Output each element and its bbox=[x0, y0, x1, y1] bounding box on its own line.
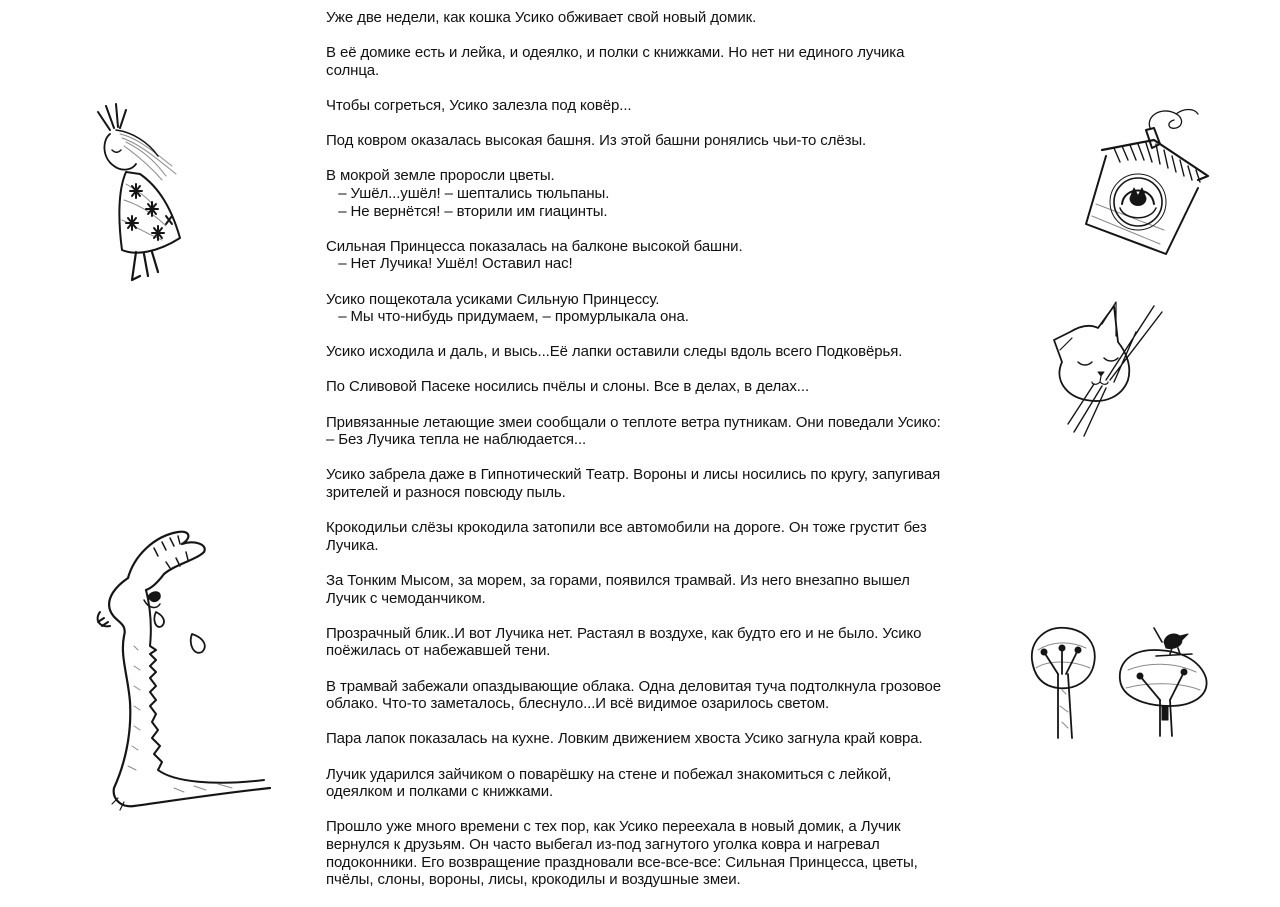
crocodile-drawing-icon bbox=[94, 526, 279, 821]
story-paragraph bbox=[326, 97, 966, 115]
cat-illustration bbox=[1044, 296, 1174, 446]
paragraph-line: – Нет Лучика! Ушёл! Оставил нас! bbox=[326, 255, 573, 273]
paragraph-line: За Тонким Мысом, за морем, за горами, появился трамвай. Из него внезапно вышел bbox=[326, 572, 910, 589]
paragraph-line: Сильная Принцесса показалась на балконе высокой башни. bbox=[326, 237, 743, 255]
paragraph-line: Чтобы согреться, Усико залезла под ковёр... bbox=[326, 96, 632, 114]
story-paragraph bbox=[326, 519, 966, 554]
paragraph-line: Привязанные летающие змеи сообщали о теплоте ветра путникам. Они поведали Усико: bbox=[326, 413, 941, 431]
story-paragraph bbox=[326, 343, 966, 361]
paragraph-line: солнца. bbox=[326, 61, 380, 79]
cat-drawing-icon bbox=[1044, 296, 1174, 446]
story-paragraph bbox=[326, 291, 966, 326]
paragraph-line: В её домике есть и лейка, и одеялко, и полки с книжками. Но нет ни единого лучика bbox=[326, 44, 905, 62]
paragraph-line: – Мы что-нибудь придумаем, – промурлыкала она. bbox=[326, 308, 689, 326]
paragraph-line: облако. Что-то заметалось, блеснуло...И всё видимое озарилось светом. bbox=[326, 695, 830, 713]
princess-drawing-icon bbox=[92, 100, 192, 285]
paragraph-line: Крокодильи слёзы крокодила затопили все автомобили на дороге. Он тоже грустит без bbox=[326, 519, 927, 537]
story-paragraph bbox=[326, 238, 966, 273]
paragraph-line: подоконники. Его возвращение праздновали все-все-все: Сильная Принцесса, цветы, bbox=[326, 853, 918, 871]
paragraph-line: поёжилась от набежавшей тени. bbox=[326, 642, 551, 660]
paragraph-line: Усико исходила и даль, и высь...Её лапки оставили следы вдоль всего Подковёрья. bbox=[326, 343, 903, 361]
story-paragraph bbox=[326, 466, 966, 501]
story-paragraph bbox=[326, 9, 966, 27]
paragraph-line: Усико забрела даже в Гипнотический Театр. Вороны и лисы носились по кругу, запугивая bbox=[326, 466, 941, 484]
story-paragraph bbox=[326, 818, 966, 888]
paragraph-line: зрителей и разнося повсюду пыль. bbox=[326, 484, 566, 502]
paragraph-line: Лучик ударился зайчиком о поварёшку на стене и побежал знакомиться с лейкой, bbox=[326, 765, 892, 783]
story-paragraph bbox=[326, 167, 966, 220]
story-paragraph bbox=[326, 572, 966, 607]
paragraph-line: Прозрачный блик..И вот Лучика нет. Растаял в воздухе, как будто его и не было. Усико bbox=[326, 624, 922, 642]
paragraph-line: пчёлы, слоны, вороны, лисы, крокодилы и воздушные змеи. bbox=[326, 871, 741, 889]
paragraph-line: Под ковром оказалась высокая башня. Из этой башни ронялись чьи-то слёзы. bbox=[326, 132, 867, 150]
paragraph-line: В мокрой земле проросли цветы. bbox=[326, 167, 555, 185]
story-paragraph bbox=[326, 378, 966, 396]
story-paragraph bbox=[326, 132, 966, 150]
paragraph-line: одеялком и полками с книжками. bbox=[326, 783, 554, 801]
story-paragraph bbox=[326, 44, 966, 79]
paragraph-line: – Без Лучика тепла не наблюдается... bbox=[326, 431, 587, 449]
paragraph-line: По Сливовой Пасеке носились пчёлы и слоны. Все в делах, в делах... bbox=[326, 378, 810, 396]
princess-illustration bbox=[92, 100, 192, 285]
story-paragraph bbox=[326, 625, 966, 660]
paragraph-line: – Не вернётся! – вторили им гиацинты. bbox=[326, 202, 608, 220]
story-paragraph bbox=[326, 730, 966, 748]
paragraph-line: Пара лапок показалась на кухне. Ловким движением хвоста Усико загнула край ковра. bbox=[326, 730, 923, 748]
house-drawing-icon bbox=[1080, 104, 1215, 259]
story-paragraph bbox=[326, 414, 966, 449]
house-illustration bbox=[1080, 104, 1215, 259]
story-paragraph bbox=[326, 766, 966, 801]
paragraph-line: Уже две недели, как кошка Усико обживает свой новый домик. bbox=[326, 9, 757, 26]
paragraph-line: вернулся к друзьям. Он часто выбегал из-под загнутого уголка ковра и нагревал bbox=[326, 835, 880, 853]
story-paragraph bbox=[326, 678, 966, 713]
trees-illustration bbox=[1024, 620, 1214, 745]
paragraph-line: Усико пощекотала усиками Сильную Принцессу. bbox=[326, 290, 660, 308]
paragraph-line: В трамвай забежали опаздывающие облака. Одна деловитая туча подтолкнула грозовое bbox=[326, 677, 941, 695]
crocodile-illustration bbox=[94, 526, 279, 821]
trees-with-bird-drawing-icon bbox=[1024, 620, 1214, 745]
paragraph-line: Прошло уже много времени с тех пор, как Усико переехала в новый домик, а Лучик bbox=[326, 818, 901, 836]
paragraph-line: Лучик с чемоданчиком. bbox=[326, 589, 486, 607]
paragraph-line: – Ушёл...ушёл! – шептались тюльпаны. bbox=[326, 184, 610, 202]
story-text bbox=[326, 9, 966, 906]
paragraph-line: Лучика. bbox=[326, 536, 379, 554]
